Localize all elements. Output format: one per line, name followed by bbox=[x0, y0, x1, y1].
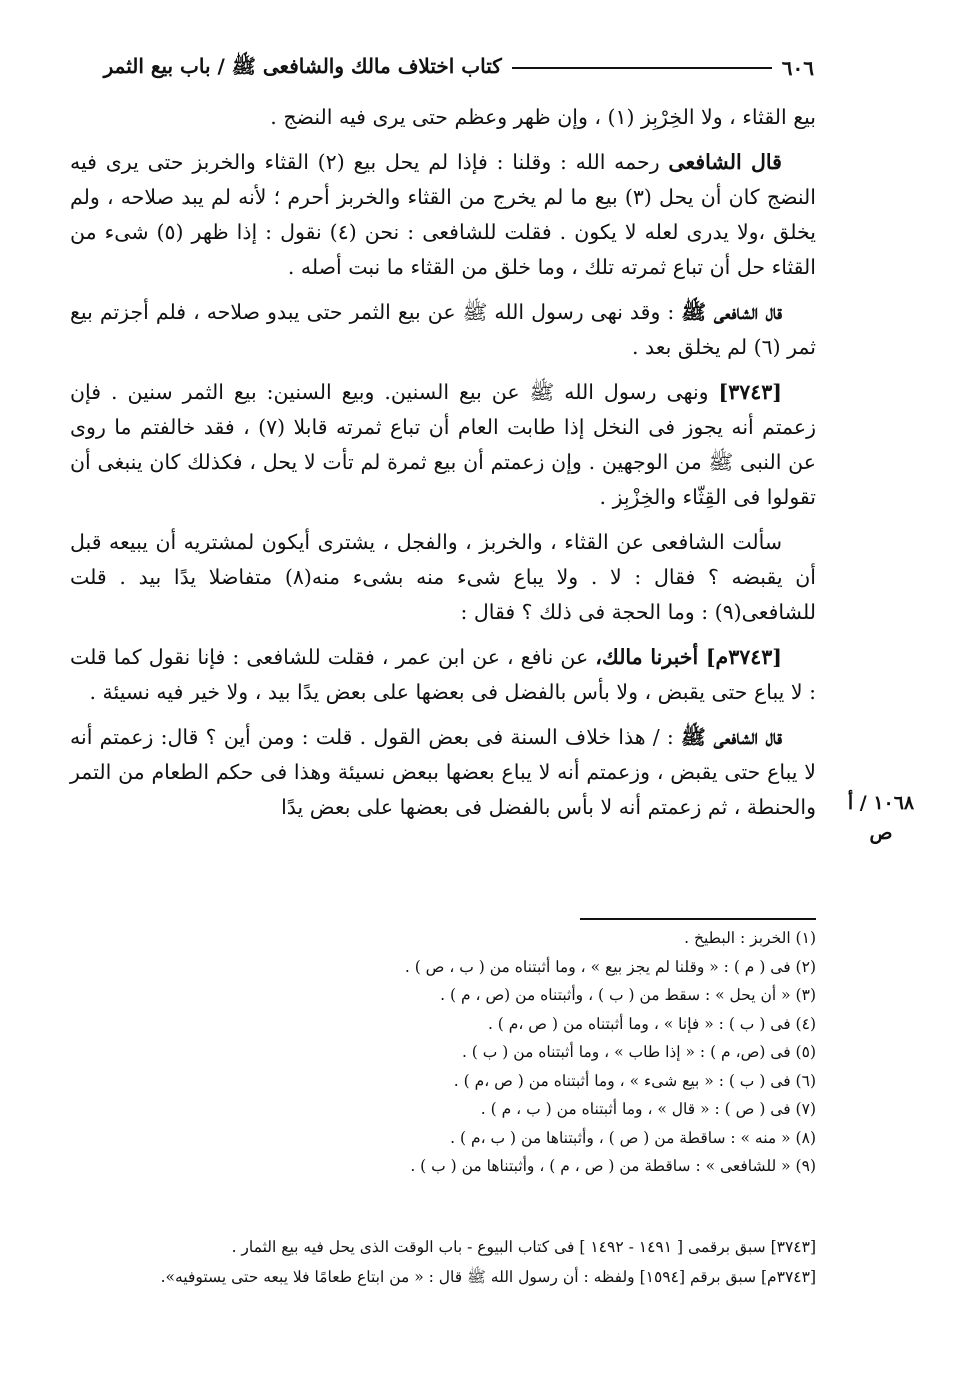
speaker-label: قال الشافعى bbox=[668, 150, 782, 174]
folio-reference: ١٠٦٨ / أ bbox=[847, 792, 915, 814]
paragraph-text: بيع القثاء ، ولا الخِرْبِز (١) ، وإن ظهر وعظم حتى يرى فيه النضج . bbox=[270, 105, 816, 129]
paragraph bbox=[70, 295, 816, 365]
manuscript-margin-note bbox=[836, 788, 926, 848]
footnote: (٩) « للشافعى » : ساقطة من ( ص ، م ) ، وأثبتناها من ( ب ) . bbox=[410, 1157, 816, 1175]
paragraph-text: : وقد نهى رسول الله ﷺ عن بيع الثمر حتى يبدو صلاحه ، فلم أجزتم بيع ثمر (٦) لم يخلق بعد . bbox=[70, 300, 816, 359]
footnotes bbox=[240, 924, 816, 1181]
paragraph-text: عن نافع ، عن ابن عمر ، فقلت للشافعى : فإنا نقول كما قلت : لا يباع حتى يقبض ، ولا بأس بالفضل فى بعضها على بعض يدًا بيد ، ولا خير فيه نسيئة . bbox=[70, 645, 816, 704]
footnote: (٨) « منه » : ساقطة من ( ص ) ، وأثبتناها من ( ب ،م ) . bbox=[450, 1128, 816, 1147]
manuscript-siglum: ص bbox=[869, 822, 893, 844]
footnote: (٢) فى ( م ) : « وقلنا لم يجز بيع » ، وما أثبتناه من ( ب ، ص ) . bbox=[404, 957, 816, 976]
footnote: (٧) فى ( ص ) : « قال » ، وما أثبتناه من ( ب ، م ) . bbox=[480, 1100, 816, 1118]
speaker-label: قال الشافعى ﷺ bbox=[680, 725, 782, 749]
footnote: (١) الخربز : البطيخ . bbox=[684, 929, 816, 947]
hadith-number: [٣٧٤٣م] أخبرنا مالك، bbox=[595, 645, 782, 669]
cross-reference: [٣٧٤٣] سبق برقمى [ ١٤٩١ - ١٤٩٢ ] فى كتاب البيوع - باب الوقت الذى يحل فيه بيع الثمار . bbox=[231, 1238, 816, 1256]
main-text bbox=[70, 100, 816, 835]
footnote-divider bbox=[580, 918, 816, 920]
header-rule bbox=[512, 67, 772, 69]
paragraph-text: : / هذا خلاف السنة فى بعض القول . قلت : ومن أين ؟ قال: زعمتم أنه لا يباع حتى يقبض ، وزعمتم أنه لا يباع بعضها ببعض نسيئة وهذا فى حكم الطعام من التمر والحنطة ، ثم زعمتم أنه لا بأس بالفضل فى بعضها على بعض يدًا bbox=[70, 725, 816, 819]
page-number: ٦٠٦ bbox=[781, 56, 814, 80]
paragraph bbox=[70, 525, 816, 630]
hadith-number: [٣٧٤٣] bbox=[718, 380, 782, 404]
cross-reference: [٣٧٤٣م] سبق برقم [١٥٩٤] ولفظه : أن رسول الله ﷺ قال : « من ابتاع طعامًا فلا يبعه حتى يستوفيه». bbox=[160, 1268, 816, 1286]
paragraph bbox=[70, 640, 816, 710]
paragraph-text: رحمه الله : وقلنا : فإذا لم يحل بيع (٢) القثاء والخربز حتى يرى فيه النضج كان أن يحل (٣) بيع ما لم يخرج من القثاء والخربز أحرم ؛ لأنه لم يبد صلاحه ، ولم يخلق ،ولا يدرى لعله لا يكون . فقلت للشافعى : نحن (٤) نقول : إذا ظهر (٥) شىء من القثاء حل أن تباع ثمرته تلك ، وما خلق من القثاء ما نبت أصله . bbox=[70, 150, 816, 279]
paragraph bbox=[70, 100, 816, 135]
cross-references bbox=[100, 1232, 816, 1292]
paragraph bbox=[70, 720, 816, 825]
speaker-label: قال الشافعى ﷺ bbox=[681, 300, 782, 324]
paragraph bbox=[70, 375, 816, 515]
footnote: (٤) فى ( ب ) : « فإنا » ، وما أثبتناه من ( ص ،م ) . bbox=[487, 1014, 816, 1033]
footnote: (٦) فى ( ب ) : « بيع شىء » ، وما أثبتناه من ( ص ،م ) . bbox=[453, 1071, 816, 1090]
paragraph-text: ونهى رسول الله ﷺ عن بيع السنين. وبيع السنين: بيع الثمر سنين . فإن زعمتم أنه يجوز فى النخل إذا طابت العام أن تباع ثمرته قابلا (٧) ، فقد خالفتم ما روى عن النبى ﷺ من الوجهين . وإن زعمتم أن بيع ثمرة لم تأت لا يحل ، فكذلك كان ينبغى أن تقولوا فى القِثّاء والخِزْبِز . bbox=[70, 380, 816, 509]
footnote: (٣) « أن يحل » : سقط من ( ب ) ، وأثبتناه من (ص ، م ) . bbox=[440, 986, 816, 1004]
paragraph-text: سألت الشافعى عن القثاء ، والخربز ، والفجل ، يشترى أيكون لمشتريه أن يبيعه قبل أن يقبضه ؟ فقال : لا . ولا يباع شىء منه بشىء منه(٨) متفاضلا يدًا بيد . قلت للشافعى(٩) : وما الحجة فى ذلك ؟ فقال : bbox=[70, 530, 816, 624]
paragraph bbox=[70, 145, 816, 285]
footnote: (٥) فى (ص، م ) : « إذا طاب » ، وما أثبتناه من ( ب ) . bbox=[461, 1043, 816, 1061]
running-title: كتاب اختلاف مالك والشافعى ﷺ / باب بيع الثمر bbox=[103, 53, 502, 78]
page-header bbox=[70, 48, 814, 88]
